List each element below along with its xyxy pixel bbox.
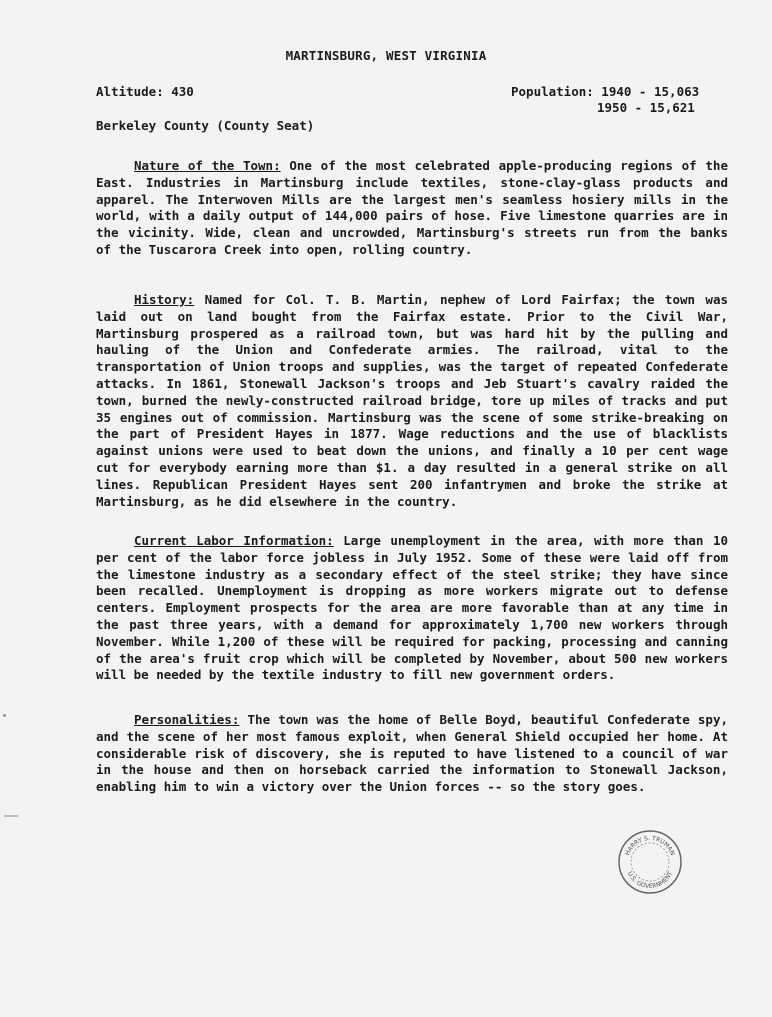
county-line: Berkeley County (County Seat)	[96, 118, 315, 133]
section-heading: Personalities:	[134, 712, 240, 727]
section-heading: History:	[134, 292, 195, 307]
scan-artifact	[3, 714, 6, 717]
stamp-text-bottom: U.S. GOVERNMENT	[625, 870, 675, 891]
section-heading: Nature of the Town:	[134, 158, 281, 173]
section-body: Named for Col. T. B. Martin, nephew of Lord Fairfax; the town was laid out on land bought from the Fairfax estate. Prior to the Civil War, Martinsburg prospered as a railroad town, but was hard hit by the pulling and hauling of the Union and Confederate armies. The railroad, vital to the transportation of Union troops and supplies, was the target of repeated Confederate attacks. In 1861, Stonewall Jackson's troops and Jeb Stuart's cavalry raided the town, burned the newly-constructed railroad bridge, tore up miles of tracks and put 35 engines out of commission. Martinsburg was the scene of some strike-breaking on the part of President Hayes in 1877. Wage reductions and the use of blacklists against unions were used to beat down the unions, and finally a 10 per cent wage cut for everybody earning more than $1. a day resulted in a general strike on all lines. Republican President Hayes sent 200 infantrymen and broke the strike at Martinsburg, as he did elsewhere in the country.	[96, 292, 728, 509]
section-personalities	[96, 712, 728, 796]
population-1940: Population: 1940 - 15,063	[511, 84, 700, 99]
section-nature-of-town	[96, 158, 728, 259]
section-body: One of the most celebrated apple-producing regions of the East. Industries in Martinsburg include textiles, stone-clay-glass products and apparel. The Interwoven Mills are the largest men's seamless hosiery mills in the world, with a daily output of 144,000 pairs of hose. Five limestone quarries are in the vicinity. Wide, clean and uncrowded, Martinsburg's streets run from the banks of the Tuscarora Creek into open, rolling country.	[96, 158, 728, 257]
section-body: The town was the home of Belle Boyd, beautiful Confederate spy, and the scene of her most famous exploit, when General Shield occupied her home. At considerable risk of discovery, she is reputed to have listened to a council of war in the house and then on horseback carried the information to Stonewall Jackson, enabling him to win a victory over the Union forces -- so the story goes.	[96, 712, 728, 795]
section-current-labor	[96, 533, 728, 684]
section-heading: Current Labor Information:	[134, 533, 334, 548]
stamp-text-top: HARRY S. TRUMAN	[624, 834, 676, 857]
document-title: MARTINSBURG, WEST VIRGINIA	[285, 48, 487, 63]
section-body: Large unemployment in the area, with more than 10 per cent of the labor force jobless in July 1952. Some of these were laid off from the limestone industry as a secondary effect of the steel strike; they have since been recalled. Unemployment is dropping as more workers migrate out to defense centers. Employment prospects for the area are more favorable than at any time in the past three years, with a demand for approximately 1,700 new workers through November. While 1,200 of these will be required for packing, processing and canning of the area's fruit crop which will be completed by November, about 500 new workers will be needed by the textile industry to fill new government orders.	[96, 533, 728, 683]
library-stamp-seal	[617, 829, 683, 895]
population-1950: 1950 - 15,621	[597, 100, 695, 115]
scan-artifact	[4, 815, 18, 817]
altitude-line: Altitude: 430	[96, 84, 194, 99]
section-history	[96, 292, 728, 510]
